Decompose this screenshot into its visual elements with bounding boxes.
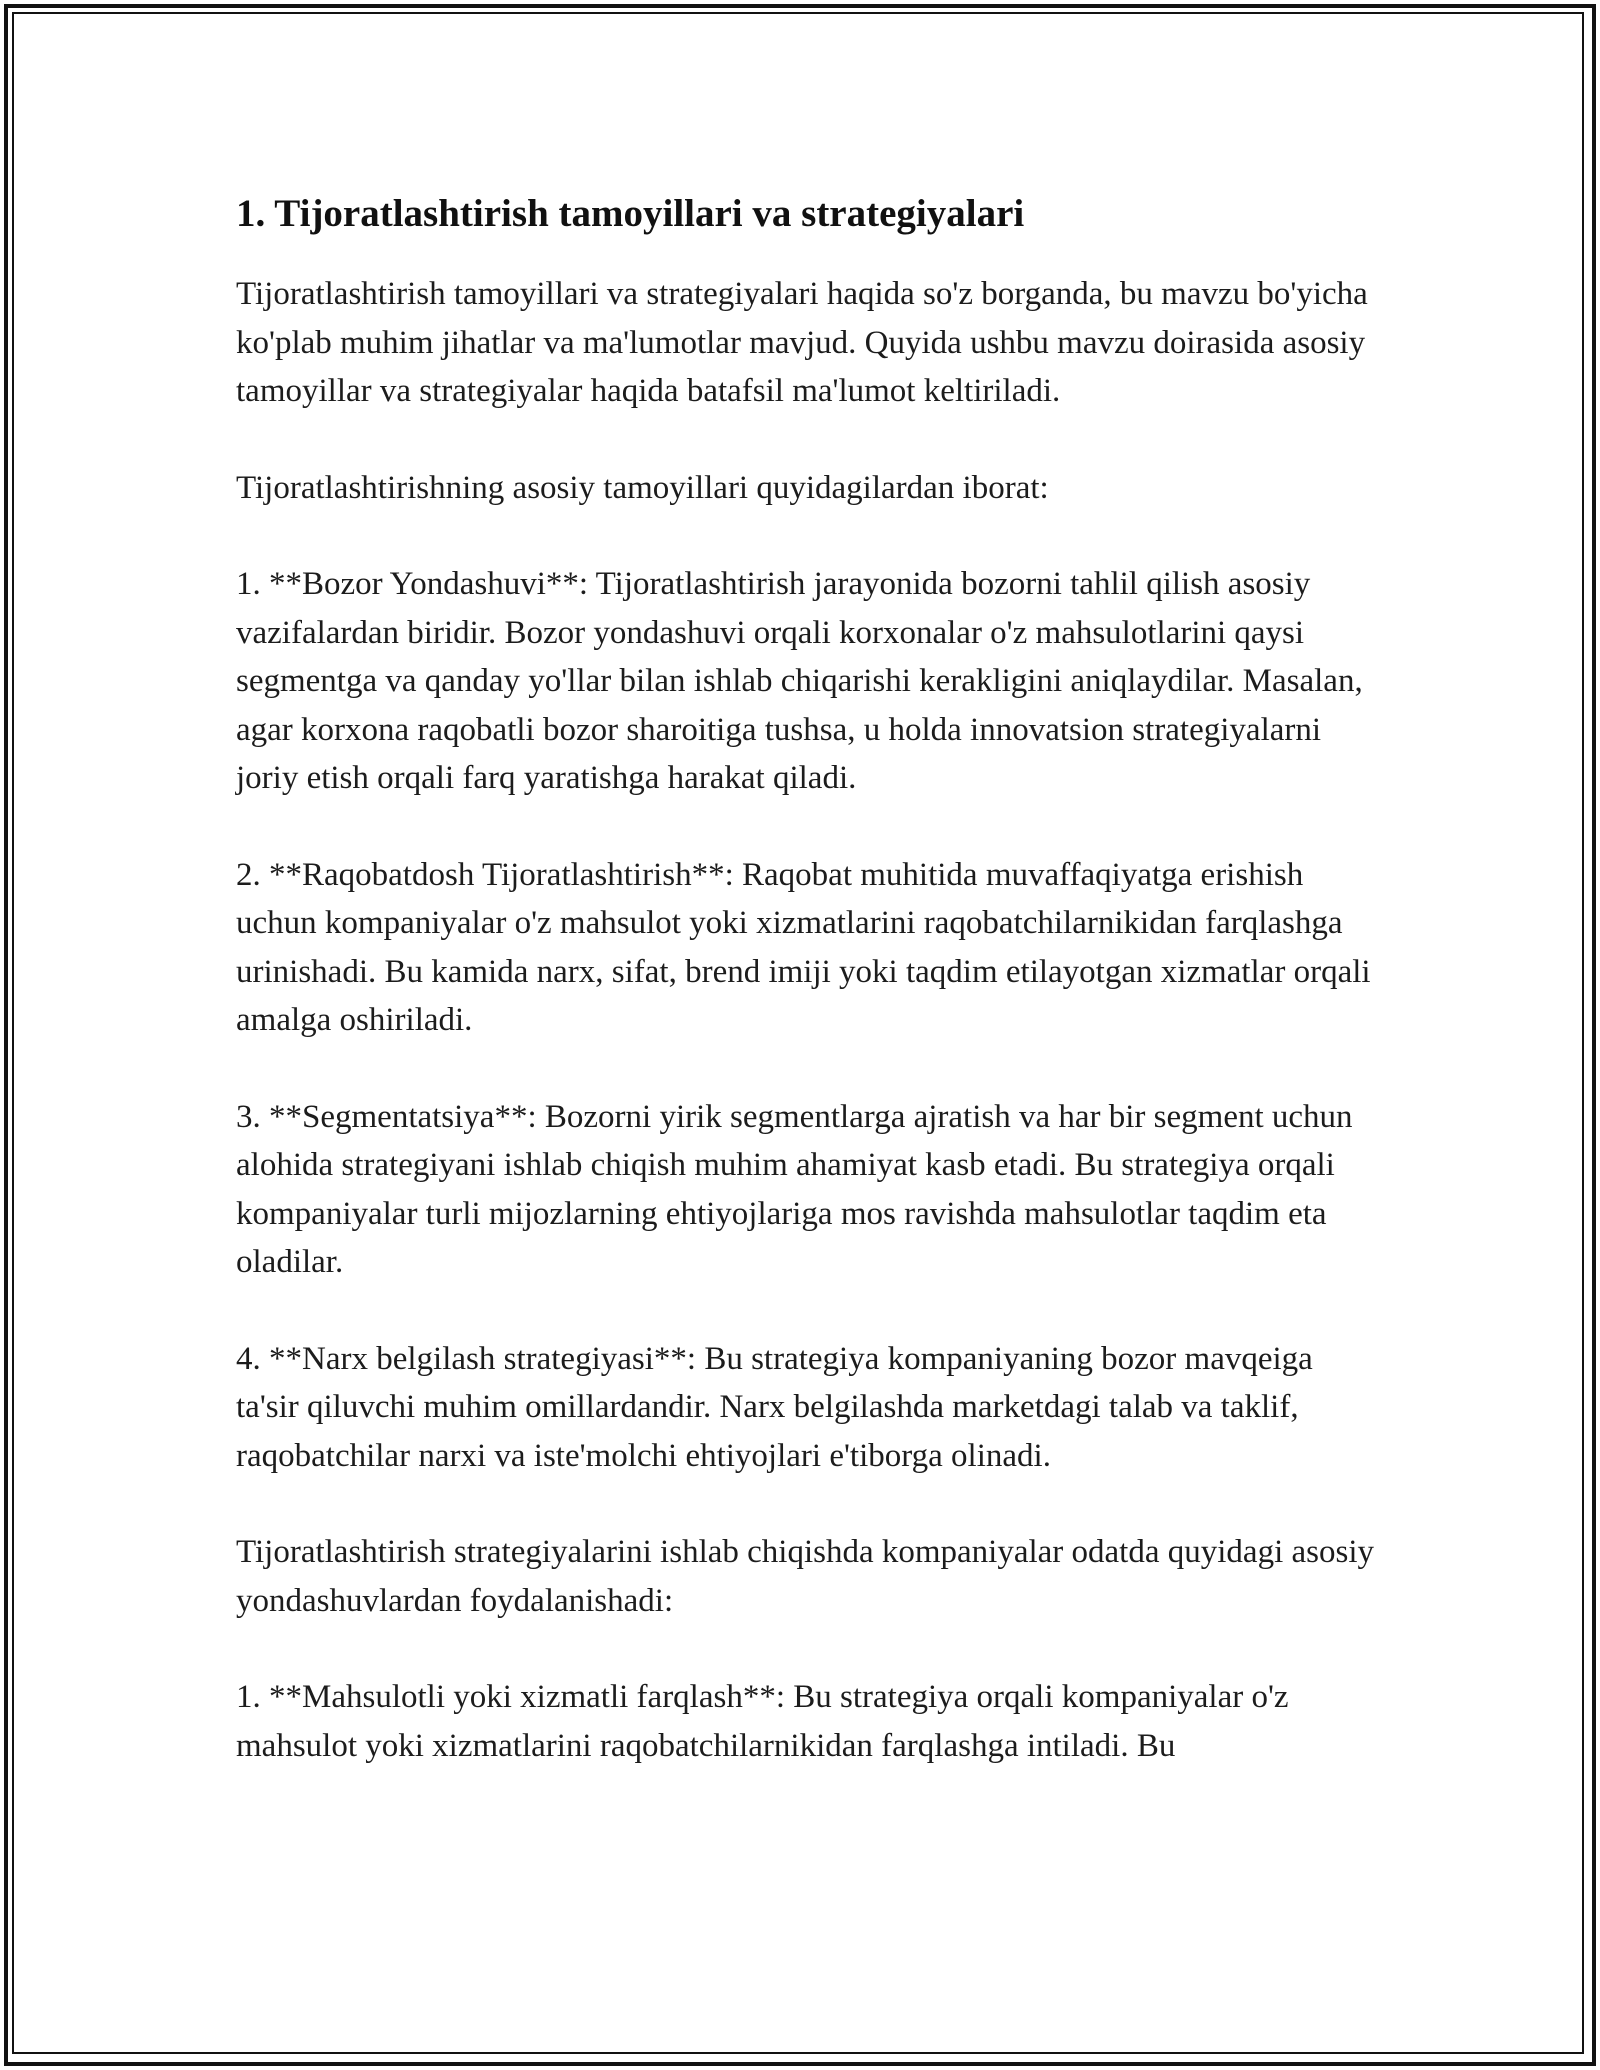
paragraph-market-approach: 1. **Bozor Yondashuvi**: Tijoratlashtirish jarayonida bozorni tahlil qilish asosiy vazifalardan biridir. Bozor yondashuvi orqali korxonalar o'z mahsulotlarini qaysi segmentga va qanday yo'llar bilan ishlab chiqarishi kerakligini aniqlaydilar. Masalan, agar korxona raqobatli bozor sharoitiga tushsa, u holda innovatsion strategiyalarni joriy etish orqali farq yaratishga harakat qiladi.: [236, 566, 1363, 796]
paragraph-differentiation: 1. **Mahsulotli yoki xizmatli farqlash**: Bu strategiya orqali kompaniyalar o'z mahsulot yoki xizmatlarini raqobatchilarnikidan farqlashga intiladi. Bu: [236, 1679, 1289, 1764]
paragraph-competitive: 2. **Raqobatdosh Tijoratlashtirish**: Raqobat muhitida muvaffaqiyatga erishish uchun kompaniyalar o'z mahsulot yoki xizmatlarini raqobatchilarnikidan farqlashga urinishadi. Bu kamida narx, sifat, brend imiji yoki taqdim etilayotgan xizmatlar orqali amalga oshiriladi.: [236, 856, 1371, 1038]
paragraph-strategies-heading: Tijoratlashtirish strategiyalarini ishlab chiqishda kompaniyalar odatda quyidagi asosiy yondashuvlardan foydalanishadi:: [236, 1534, 1374, 1619]
document-title: 1. Tijoratlashtirish tamoyillari va strategiyalari: [236, 192, 1025, 235]
paragraph-pricing: 4. **Narx belgilash strategiyasi**: Bu strategiya kompaniyaning bozor mavqeiga ta'sir qiluvchi muhim omillardandir. Narx belgilashda marketdagi talab va taklif, raqobatchilar narxi va iste'molchi ehtiyojlari e'tiborga olinadi.: [236, 1340, 1313, 1474]
paragraph-intro: Tijoratlashtirish tamoyillari va strategiyalari haqida so'z borganda, bu mavzu bo'yicha ko'plab muhim jihatlar va ma'lumotlar mavjud. Quyida ushbu mavzu doirasida asosiy tamoyillar va strategiyalar haqida batafsil ma'lumot keltiriladi.: [236, 276, 1368, 409]
document-body: [236, 186, 1376, 1818]
paragraph-segmentation: 3. **Segmentatsiya**: Bozorni yirik segmentlarga ajratish va har bir segment uchun alohida strategiyani ishlab chiqish muhim ahamiyat kasb etadi. Bu strategiya orqali kompaniyalar turli mijozlarning ehtiyojlariga mos ravishda mahsulotlar taqdim eta oladilar.: [236, 1098, 1353, 1280]
paragraph-principles-heading: Tijoratlashtirishning asosiy tamoyillari quyidagilardan iborat:: [236, 469, 1049, 506]
